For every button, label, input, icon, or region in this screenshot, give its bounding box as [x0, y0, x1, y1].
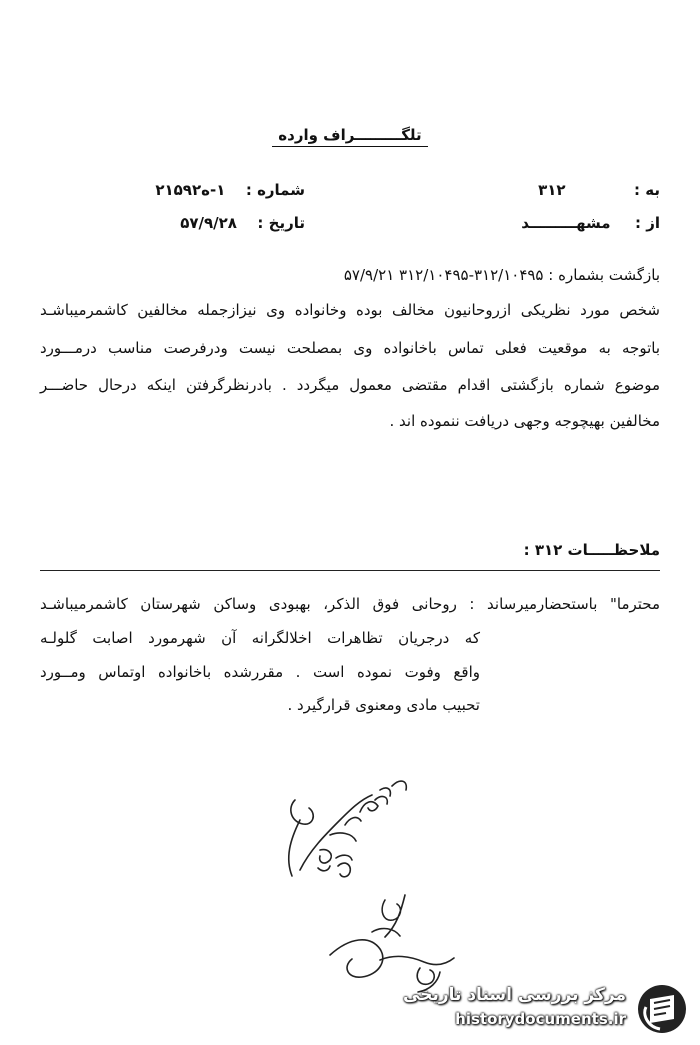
from-label: از : [635, 214, 660, 232]
body-line: موضوع شماره بازگشتی اقدام مقتضی معمول میگردد . بادرنظرگرفتن اینکه درحال حاضـــر [40, 376, 660, 394]
archive-logo-icon [636, 983, 688, 1035]
date-label: تاریخ : [257, 214, 305, 232]
reference-line: بازگشت بشماره : ۳۱۲/۱۰۴۹۵-۳۱۲/۱۰۴۹۵ ۵۷/۹/۲۱ [343, 266, 660, 284]
body-line: مخالفین بهیچوجه وجهی دریافت ننموده اند . [389, 412, 660, 430]
watermark-text-en: historydocuments.ir [455, 1010, 626, 1028]
watermark [403, 983, 688, 1035]
remarks-header: ملاحظـــــات ۳۱۲ : [523, 541, 660, 559]
remarks-line: محترما" باستحضارمیرساند : روحانی فوق الذکر، بهبودی وساکن شهرستان کاشمرمیباشـد [40, 595, 660, 613]
watermark-text-fa: مرکز بررسی اسناد تاریخی [403, 985, 626, 1005]
date-value: ۵۷/۹/۲۸ [180, 214, 237, 232]
to-value: ۳۱۲ [538, 181, 566, 199]
from-value: مشهـــــــــد [521, 214, 611, 232]
document-title: تلگـــــــــراف وارده [0, 125, 700, 145]
remarks-line: تحبیب مادی ومعنوی قرارگیرد . [287, 696, 480, 714]
to-label: به : [634, 181, 660, 199]
remarks-line: که درجریان تظاهرات اخلالگرانه آن شهرمورد اصابت گلولـه [40, 629, 480, 647]
body-line: شخص مورد نظریکی ازروحانیون مخالف بوده وخانواده وی نیزازجمله مخالفین کاشمرمیباشـد [40, 301, 660, 319]
remarks-line: واقع وفوت نموده است . مقررشده باخانواده اوتماس ومــورد [40, 663, 480, 681]
number-label: شماره : [245, 181, 305, 199]
body-line: باتوجه به موقعیت فعلی تماس باخانواده وی بمصلحت نیست ودرفرصت مناسب درمـــورد [40, 339, 660, 357]
number-value: ۱-ه۲۱۵۹۲ [155, 181, 226, 199]
